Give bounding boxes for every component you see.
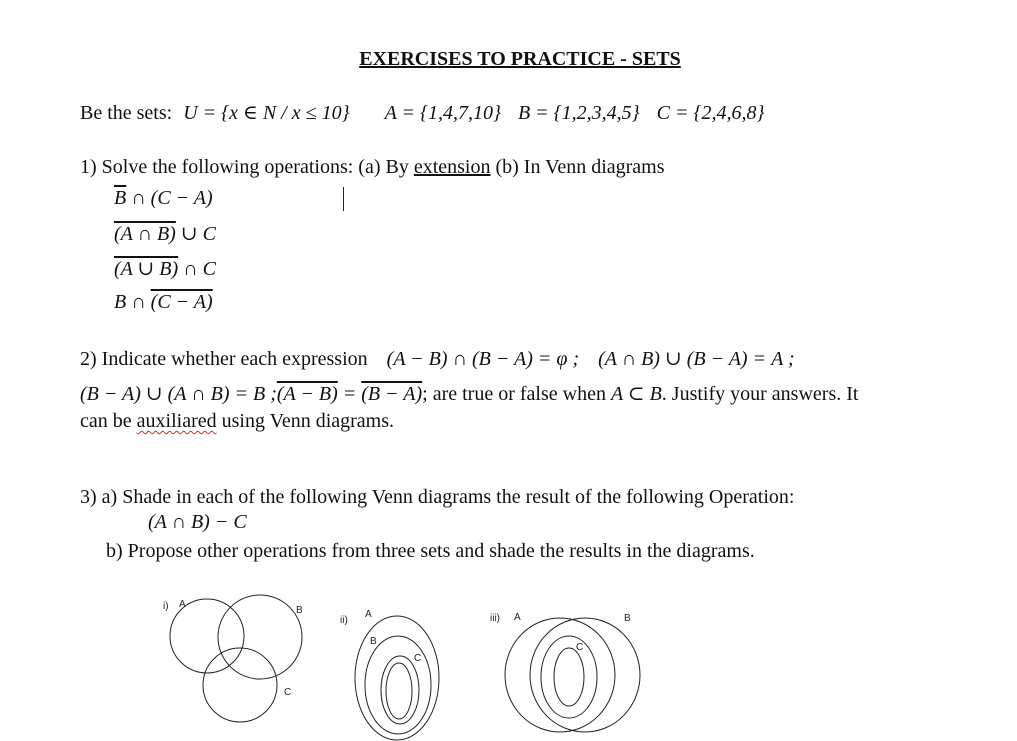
- venn-diagram-3: [505, 618, 640, 732]
- venn2-label-c: C: [414, 653, 422, 664]
- question-3b: b) Propose other operations from three sets and shade the results in the diagrams.: [106, 540, 755, 562]
- venn2-ellipse-c-outer: [381, 656, 419, 724]
- q1-prefix: 1) Solve the following operations: (a) By: [80, 156, 414, 178]
- sets-intro: Be the sets:: [80, 102, 173, 124]
- question-1: [80, 156, 665, 179]
- venn1-label-c: C: [284, 687, 292, 698]
- venn3-circle-b: [530, 618, 640, 732]
- set-b: B = {1,2,3,4,5}: [517, 102, 640, 124]
- venn3-label-c: C: [576, 642, 584, 653]
- text-cursor: [343, 187, 344, 211]
- q1-op-3: (A ∪ B) ∩ C: [114, 258, 216, 280]
- venn3-circle-a: [505, 618, 615, 732]
- extension-link[interactable]: extension: [413, 156, 491, 178]
- q1-op-2: (A ∩ B) ∪ C: [114, 223, 216, 245]
- venn2-ellipse-c-inner: [386, 663, 412, 719]
- venn2-label-a: A: [365, 609, 372, 620]
- set-u: U = {x ∈ N / x ≤ 10}: [183, 102, 350, 124]
- question-3a-expr: (A ∩ B) − C: [148, 511, 247, 533]
- set-c: C = {2,4,6,8}: [656, 102, 765, 124]
- q1-op-4: B ∩ (C − A): [114, 291, 213, 313]
- venn1-circle-b: [218, 595, 302, 679]
- q1-op-1: $\overline{B}$ ∩ (C − A): [114, 187, 213, 209]
- question-3a: 3) a) Shade in each of the following Venn diagrams the result of the following Operation:: [80, 486, 795, 508]
- venn1-numeral: i): [163, 601, 169, 612]
- venn1-label-b: B: [296, 605, 303, 616]
- question-2-line-1: 2) Indicate whether each expression (A − B) ∩ (B − A) = φ ; (A ∩ B) ∪ (B − A) = A ;: [80, 348, 795, 370]
- venn-diagram-1: [170, 595, 302, 722]
- venn-diagram-2: [355, 616, 439, 740]
- venn3-label-a: A: [514, 612, 521, 623]
- venn1-circle-a: [170, 599, 244, 673]
- venn-diagrams: [0, 590, 1017, 741]
- venn1-circle-c: [203, 648, 277, 722]
- sets-line: [80, 100, 765, 125]
- venn2-ellipse-a: [355, 616, 439, 740]
- spellcheck-word[interactable]: auxiliared: [136, 410, 217, 432]
- q1-suffix: (b) In Venn diagrams: [490, 156, 665, 178]
- question-2-line-3: can be auxiliared using Venn diagrams.: [80, 410, 395, 432]
- venn3-label-b: B: [624, 613, 631, 624]
- venn1-label-a: A: [179, 599, 186, 610]
- set-a: A = {1,4,7,10}: [384, 102, 501, 124]
- venn2-label-b: B: [370, 636, 377, 647]
- venn2-numeral: ii): [340, 615, 348, 626]
- question-2-line-2: (B − A) ∪ (A ∩ B) = B ;(A − B) = (B − A); are true or false when A ⊂ B. Justify your answers. It: [80, 383, 859, 405]
- page-title: EXERCISES TO PRACTICE - SETS: [359, 48, 681, 70]
- venn3-ellipse-c-inner: [554, 648, 584, 706]
- venn3-numeral: iii): [490, 613, 500, 624]
